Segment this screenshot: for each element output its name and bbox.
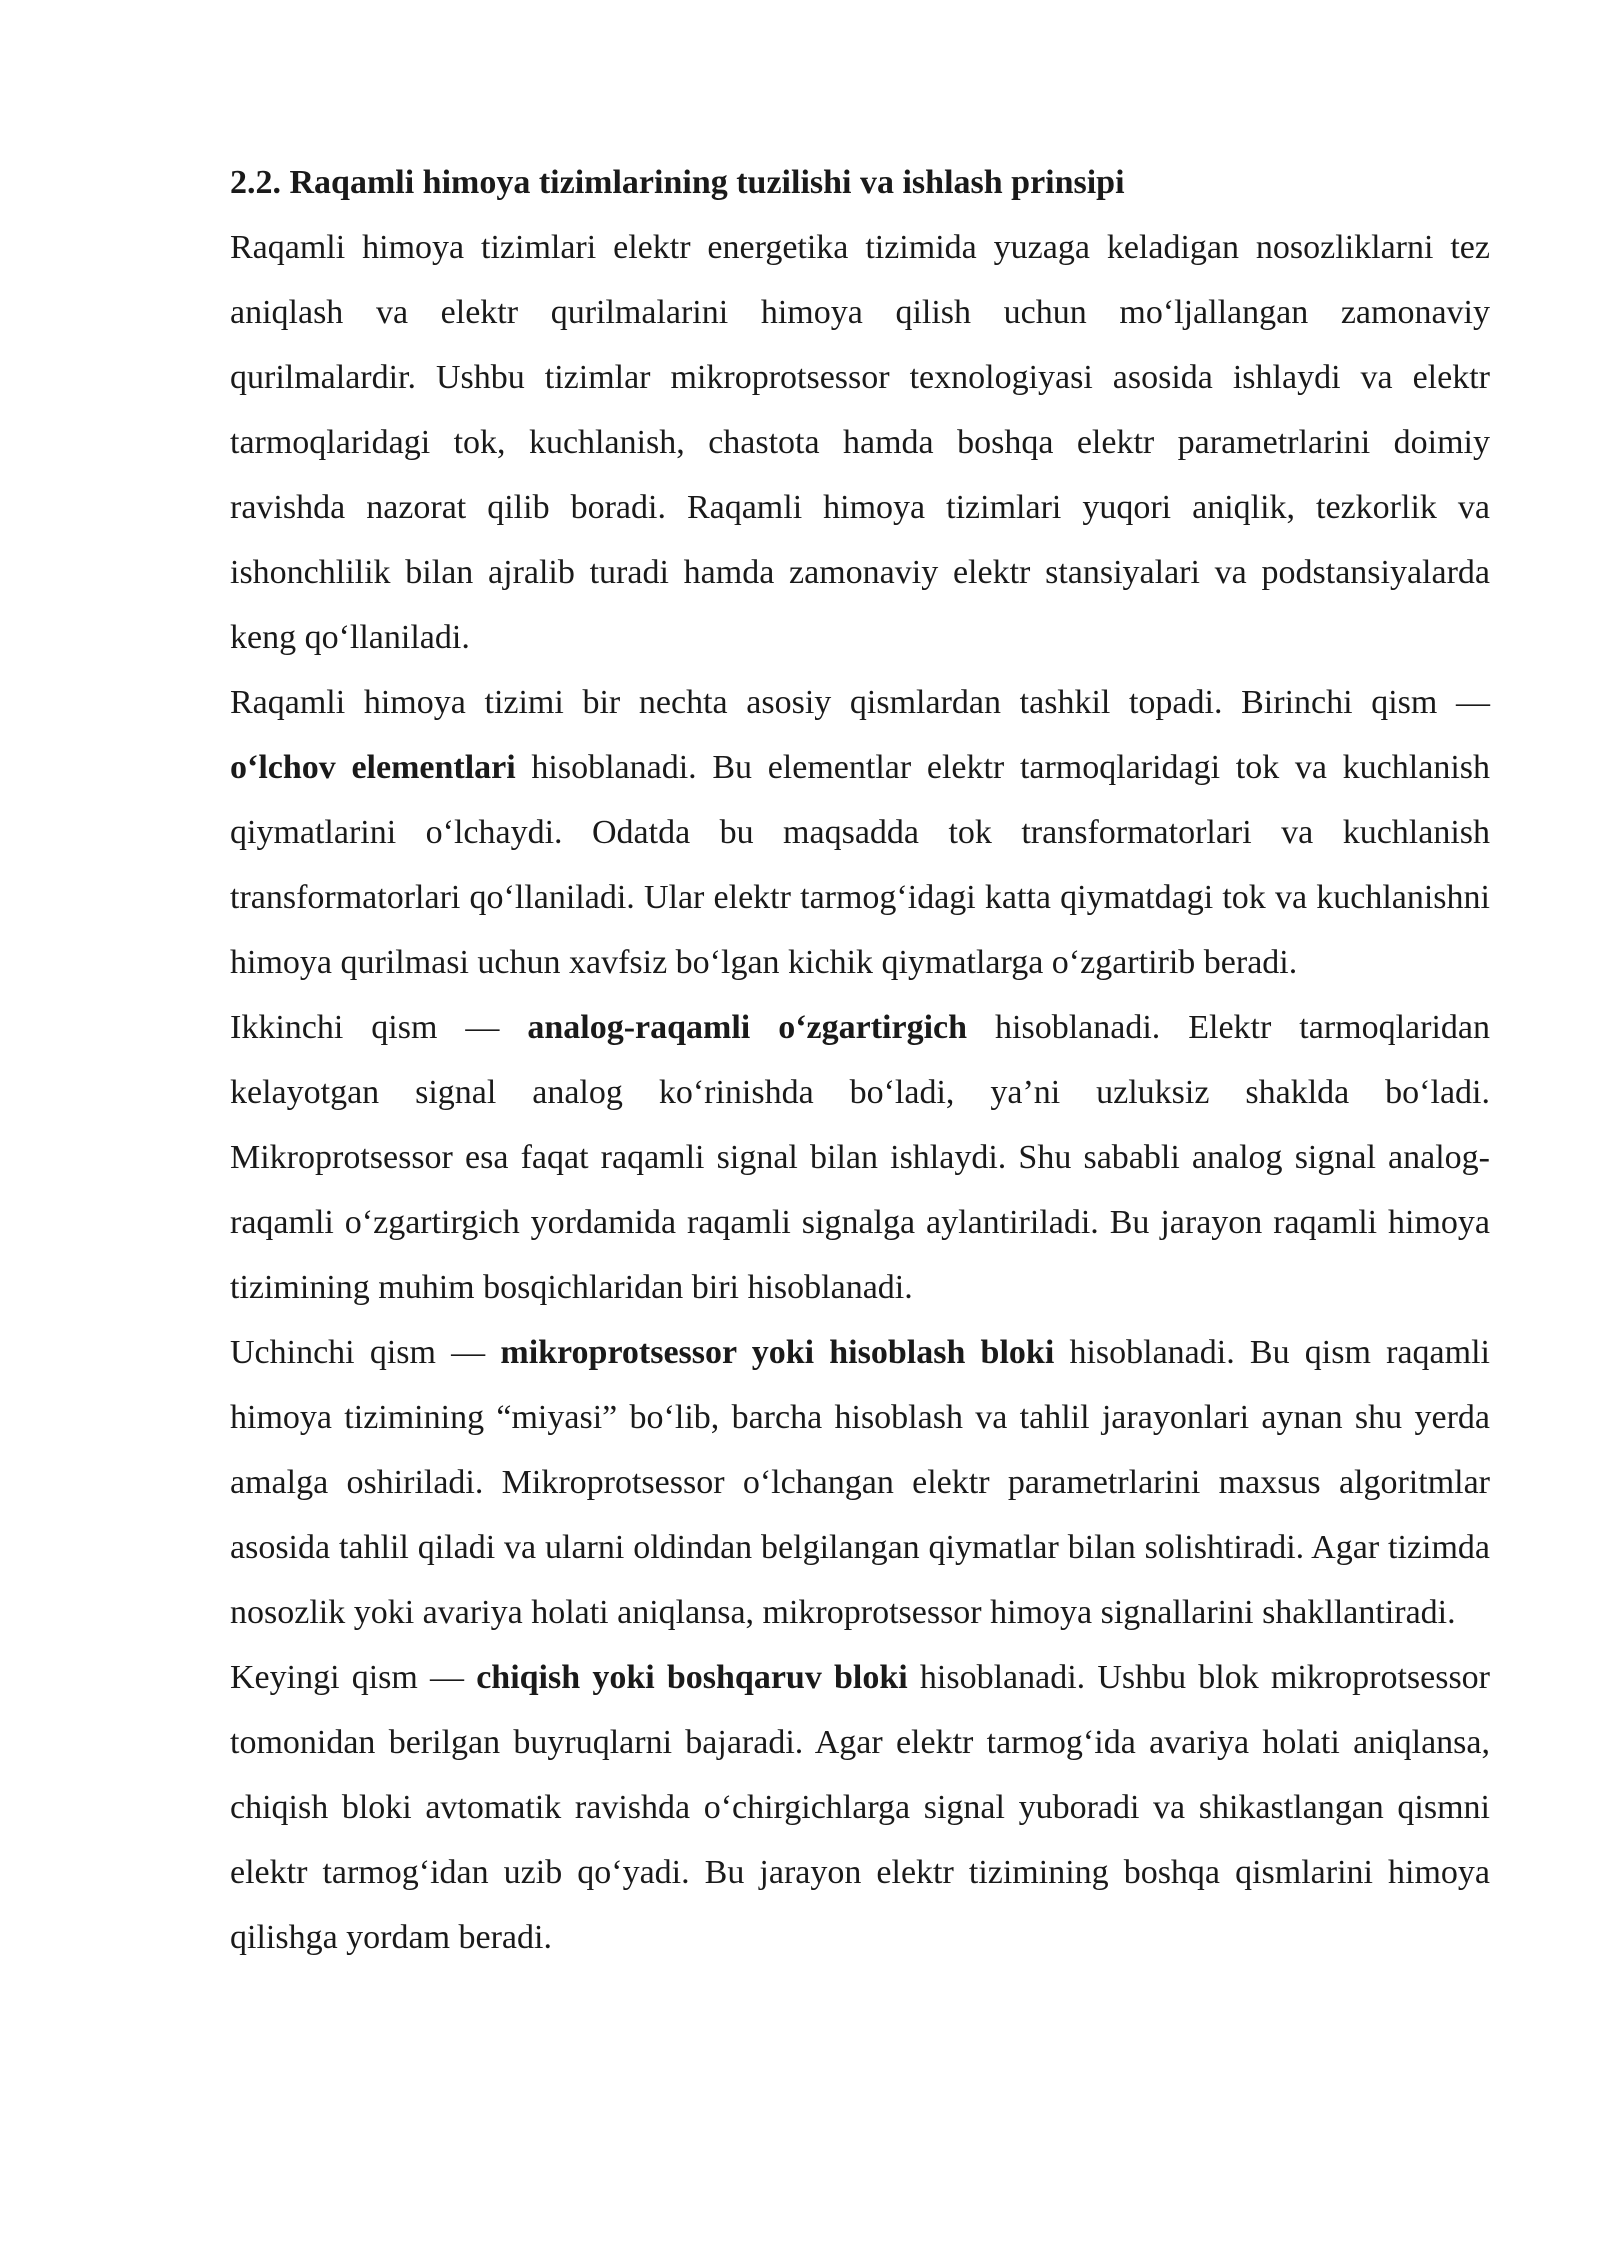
section-heading: 2.2. Raqamli himoya tizimlarining tuzilishi va ishlash prinsipi xyxy=(230,164,1125,201)
paragraph-first-part xyxy=(230,670,1490,995)
bold-term: analog-raqamli o‘zgartirgich xyxy=(527,1009,968,1046)
paragraph-text-after: hisoblanadi. Elektr tarmoqlaridan kelayotgan signal analog ko‘rinishda bo‘ladi, ya’ni uzluksiz shaklda bo‘ladi. Mikroprotsessor esa faqat raqamli signal bilan ishlaydi. Shu sababli analog signal analog-raqamli o‘zgartirgich yordamida raqamli signalga aylantiriladi. Bu jarayon raqamli himoya tizimining muhim bosqichlaridan biri hisoblanadi. xyxy=(230,1009,1491,1306)
bold-term: o‘lchov elementlari xyxy=(230,749,516,786)
paragraph-text-after: hisoblanadi. Bu elementlar elektr tarmoqlaridagi tok va kuchlanish qiymatlarini o‘lchaydi. Odatda bu maqsadda tok transformatorlari va kuchlanish transformatorlari qo‘llaniladi. Ular elektr tarmog‘idagi katta qiymatdagi tok va kuchlanishni himoya qurilmasi uchun xavfsiz bo‘lgan kichik qiymatlarga o‘zgartirib beradi. xyxy=(230,749,1490,981)
paragraph-text-after: hisoblanadi. Bu qism raqamli himoya tizimining “miyasi” bo‘lib, barcha hisoblash va tahlil jarayonlari aynan shu yerda amalga oshiriladi. Mikroprotsessor o‘lchangan elektr parametrlarini maxsus algoritmlar asosida tahlil qiladi va ularni oldindan belgilangan qiymatlar bilan solishtiradi. Agar tizimda nosozlik yoki avariya holati aniqlansa, mikroprotsessor himoya signallarini shakllantiradi. xyxy=(230,1334,1490,1631)
document-page xyxy=(230,150,1490,1970)
paragraph-text-before: Raqamli himoya tizimi bir nechta asosiy qismlardan tashkil topadi. Birinchi qism — xyxy=(230,684,1490,721)
paragraph-third-part xyxy=(230,1320,1490,1645)
paragraph-intro xyxy=(230,215,1490,670)
paragraph-next-part xyxy=(230,1645,1490,1970)
paragraph-second-part xyxy=(230,995,1490,1320)
paragraph-text-before: Ikkinchi qism — xyxy=(230,1009,528,1046)
paragraph-text: Raqamli himoya tizimlari elektr energetika tizimida yuzaga keladigan nosozliklarni tez aniqlash va elektr qurilmalarini himoya qilish uchun mo‘ljallangan zamonaviy qurilmalardir. Ushbu tizimlar mikroprotsessor texnologiyasi asosida ishlaydi va elektr tarmoqlaridagi tok, kuchlanish, chastota hamda boshqa elektr parametrlarini doimiy ravishda nazorat qilib boradi. Raqamli himoya tizimlari yuqori aniqlik, tezkorlik va ishonchlilik bilan ajralib turadi hamda zamonaviy elektr stansiyalari va podstansiyalarda keng qo‘llaniladi. xyxy=(230,229,1490,656)
paragraph-text-before: Keyingi qism — xyxy=(230,1659,477,1696)
bold-term: chiqish yoki boshqaruv bloki xyxy=(476,1659,908,1696)
paragraph-text-before: Uchinchi qism — xyxy=(230,1334,501,1371)
paragraph-text-after: hisoblanadi. Ushbu blok mikroprotsessor tomonidan berilgan buyruqlarni bajaradi. Agar elektr tarmog‘ida avariya holati aniqlansa, chiqish bloki avtomatik ravishda o‘chirgichlarga signal yuboradi va shikastlangan qismni elektr tarmog‘idan uzib qo‘yadi. Bu jarayon elektr tizimining boshqa qismlarini himoya qilishga yordam beradi. xyxy=(230,1659,1491,1956)
bold-term: mikroprotsessor yoki hisoblash bloki xyxy=(500,1334,1055,1371)
